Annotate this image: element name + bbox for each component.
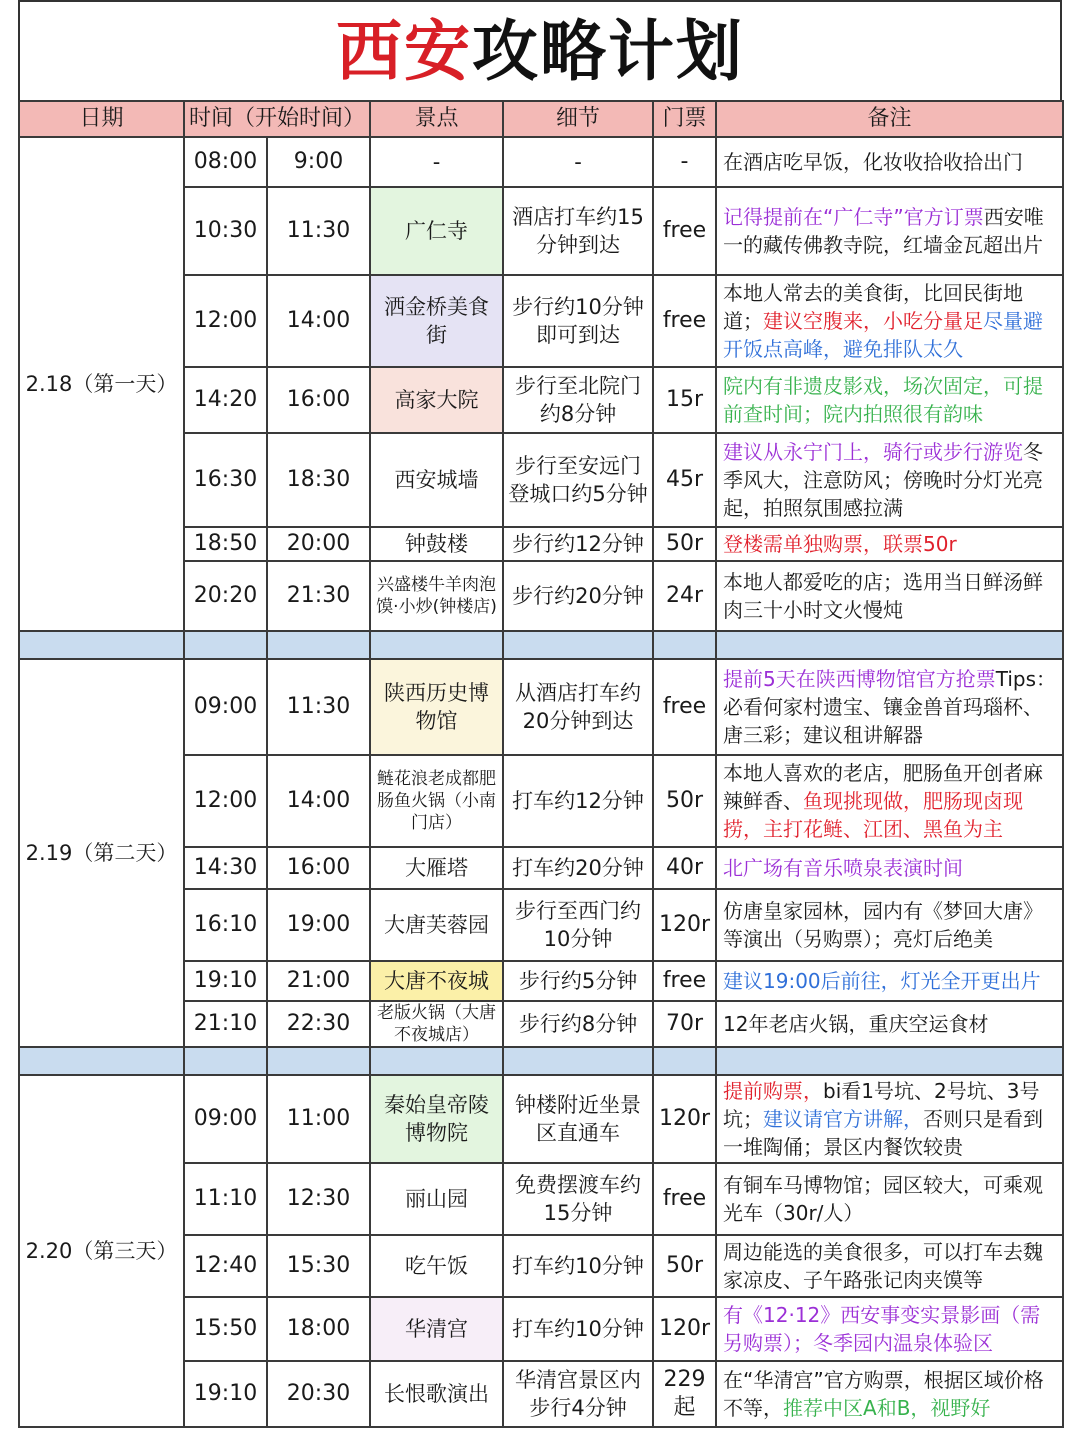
page-title [18, 0, 1062, 100]
separator-cell [653, 1047, 716, 1075]
start-time-cell: 11:10 [184, 1163, 267, 1235]
note-cell [716, 561, 1063, 631]
note-text: 推荐中区A和B，视野好 [783, 1396, 991, 1420]
note-cell [716, 889, 1063, 961]
detail-cell: 打车约12分钟 [503, 755, 653, 847]
end-time-cell: 18:00 [267, 1297, 370, 1361]
end-time-cell: 11:30 [267, 659, 370, 755]
detail-cell: 华清宫景区内步行4分钟 [503, 1361, 653, 1427]
detail-cell: 钟楼附近坐景区直通车 [503, 1075, 653, 1163]
note-text: 提前购票， [723, 1079, 824, 1103]
note-cell [716, 527, 1063, 561]
note-cell [716, 187, 1063, 275]
start-time-cell: 12:40 [184, 1235, 267, 1297]
ticket-cell: - [653, 137, 716, 187]
spot-cell: 华清宫 [370, 1297, 503, 1361]
ticket-cell: 24r [653, 561, 716, 631]
detail-cell: 打车约10分钟 [503, 1235, 653, 1297]
start-time-cell: 12:00 [184, 755, 267, 847]
table-row [19, 659, 1063, 755]
note-text: 周边能选的美食很多，可以打车去魏家凉皮、子午路张记肉夹馍等 [723, 1240, 1044, 1292]
note-cell [716, 275, 1063, 367]
note-text: 本地人都爱吃的店；选用当日鲜汤鲜肉三十小时文火慢炖 [723, 570, 1044, 622]
ticket-cell: 50r [653, 527, 716, 561]
detail-cell: 步行至安远门登城口约5分钟 [503, 433, 653, 527]
spot-cell: 兴盛楼牛羊肉泡馍·小炒(钟楼店) [370, 561, 503, 631]
end-time-cell: 11:30 [267, 187, 370, 275]
spot-cell: 长恨歌演出 [370, 1361, 503, 1427]
note-text: 12年老店火锅，重庆空运食材 [723, 1012, 989, 1036]
header-date: 日期 [19, 101, 184, 137]
separator-cell [503, 631, 653, 659]
note-cell [716, 847, 1063, 889]
ticket-cell: 40r [653, 847, 716, 889]
start-time-cell: 20:20 [184, 561, 267, 631]
start-time-cell: 15:50 [184, 1297, 267, 1361]
date-cell: 2.19（第二天） [19, 659, 184, 1047]
note-cell [716, 755, 1063, 847]
note-text: 提前5天在陕西博物馆官方抢票 [723, 667, 996, 691]
separator-cell [503, 1047, 653, 1075]
note-text: 建议空腹来，小吃分量足 [763, 309, 984, 333]
note-text: bi看1号坑、2号坑、3号坑； [723, 1079, 1040, 1131]
separator-cell [267, 631, 370, 659]
end-time-cell: 21:30 [267, 561, 370, 631]
spot-cell: 吃午饭 [370, 1235, 503, 1297]
separator-cell [267, 1047, 370, 1075]
separator-cell [370, 631, 503, 659]
start-time-cell: 14:30 [184, 847, 267, 889]
end-time-cell: 20:30 [267, 1361, 370, 1427]
detail-cell: - [503, 137, 653, 187]
detail-cell: 步行约20分钟 [503, 561, 653, 631]
detail-cell: 步行约5分钟 [503, 961, 653, 1001]
note-text: 否则只是看到一堆陶俑；景区内餐饮较贵 [723, 1107, 1044, 1159]
table-row [19, 137, 1063, 187]
note-text: 建议从永宁门上，骑行或步行游览 [723, 440, 1024, 464]
note-text: 建议19:00后前往，灯光全开更出片 [723, 969, 1041, 993]
ticket-cell: 120r [653, 1297, 716, 1361]
note-cell [716, 1075, 1063, 1163]
detail-cell: 步行约12分钟 [503, 527, 653, 561]
detail-cell: 步行约8分钟 [503, 1001, 653, 1047]
ticket-cell: 45r [653, 433, 716, 527]
ticket-cell: 50r [653, 755, 716, 847]
day-separator [19, 631, 1063, 659]
note-text: 建议请官方讲解， [763, 1107, 924, 1131]
separator-cell [184, 1047, 267, 1075]
separator-cell [716, 631, 1063, 659]
end-time-cell: 20:00 [267, 527, 370, 561]
note-text: Tips：必看何家村遗宝、镶金兽首玛瑙杯、唐三彩；建议租讲解器 [723, 667, 1057, 747]
header-ticket: 门票 [653, 101, 716, 137]
header-time: 时间（开始时间） [184, 101, 370, 137]
header-spot: 景点 [370, 101, 503, 137]
ticket-cell: free [653, 659, 716, 755]
separator-cell [370, 1047, 503, 1075]
end-time-cell: 21:00 [267, 961, 370, 1001]
ticket-cell: free [653, 961, 716, 1001]
spot-cell: 老版火锅（大唐不夜城店） [370, 1001, 503, 1047]
spot-cell: 高家大院 [370, 367, 503, 433]
ticket-cell: 120r [653, 1075, 716, 1163]
end-time-cell: 14:00 [267, 755, 370, 847]
end-time-cell: 14:00 [267, 275, 370, 367]
note-text: 有铜车马博物馆；园区较大，可乘观光车（30r/人） [723, 1173, 1044, 1225]
note-cell [716, 659, 1063, 755]
start-time-cell: 10:30 [184, 187, 267, 275]
note-text: 有《12·12》西安事变实景影画（需另购票）；冬季园内温泉体验区 [723, 1303, 1041, 1355]
spot-cell: 广仁寺 [370, 187, 503, 275]
spot-cell: 大唐不夜城 [370, 961, 503, 1001]
detail-cell: 步行约10分钟即可到达 [503, 275, 653, 367]
title-city: 西安 [336, 13, 472, 90]
detail-cell: 打车约20分钟 [503, 847, 653, 889]
end-time-cell: 12:30 [267, 1163, 370, 1235]
ticket-cell: free [653, 187, 716, 275]
end-time-cell: 16:00 [267, 847, 370, 889]
start-time-cell: 09:00 [184, 659, 267, 755]
ticket-cell: 50r [653, 1235, 716, 1297]
detail-cell: 步行至北院门约8分钟 [503, 367, 653, 433]
start-time-cell: 19:10 [184, 1361, 267, 1427]
start-time-cell: 09:00 [184, 1075, 267, 1163]
end-time-cell: 18:30 [267, 433, 370, 527]
note-text: 在“华清宫”官方购票，根据区域价格不等， [723, 1368, 1044, 1420]
ticket-cell: free [653, 1163, 716, 1235]
note-cell [716, 433, 1063, 527]
note-cell [716, 1361, 1063, 1427]
start-time-cell: 08:00 [184, 137, 267, 187]
itinerary-table [18, 100, 1064, 1428]
detail-cell: 打车约10分钟 [503, 1297, 653, 1361]
ticket-cell: 229起 [653, 1361, 716, 1427]
separator-cell [19, 1047, 184, 1075]
end-time-cell: 15:30 [267, 1235, 370, 1297]
spot-cell: - [370, 137, 503, 187]
spot-cell: 钟鼓楼 [370, 527, 503, 561]
header-detail: 细节 [503, 101, 653, 137]
note-text: 尽量避开饭点高峰，避免排队太久 [723, 309, 1044, 361]
spot-cell: 秦始皇帝陵博物院 [370, 1075, 503, 1163]
note-text: 本地人常去的美食街，比回民街地道； [723, 281, 1024, 333]
note-cell [716, 1235, 1063, 1297]
start-time-cell: 12:00 [184, 275, 267, 367]
separator-cell [184, 631, 267, 659]
date-cell: 2.20（第三天） [19, 1075, 184, 1427]
spot-cell: 丽山园 [370, 1163, 503, 1235]
spot-cell: 鲢花浪老成都肥肠鱼火锅（小南门店） [370, 755, 503, 847]
separator-cell [19, 631, 184, 659]
note-text: 记得提前在“广仁寺”官方订票 [723, 205, 984, 229]
note-text: 仿唐皇家园林，园内有《梦回大唐》等演出（另购票）；亮灯后绝美 [723, 899, 1044, 951]
note-text: 本地人喜欢的老店，肥肠鱼开创者麻辣鲜香、 [723, 761, 1044, 813]
ticket-cell: 120r [653, 889, 716, 961]
header-note: 备注 [716, 101, 1063, 137]
note-cell [716, 961, 1063, 1001]
end-time-cell: 11:00 [267, 1075, 370, 1163]
start-time-cell: 16:30 [184, 433, 267, 527]
date-cell: 2.18（第一天） [19, 137, 184, 631]
start-time-cell: 21:10 [184, 1001, 267, 1047]
note-text: 西安唯一的藏传佛教寺院，红墙金瓦超出片 [723, 205, 1044, 257]
detail-cell: 免费摆渡车约15分钟 [503, 1163, 653, 1235]
spot-cell: 大唐芙蓉园 [370, 889, 503, 961]
spot-cell: 大雁塔 [370, 847, 503, 889]
start-time-cell: 16:10 [184, 889, 267, 961]
detail-cell: 步行至西门约10分钟 [503, 889, 653, 961]
start-time-cell: 19:10 [184, 961, 267, 1001]
ticket-cell: 70r [653, 1001, 716, 1047]
end-time-cell: 16:00 [267, 367, 370, 433]
note-text: 鱼现挑现做，肥肠现卤现捞，主打花鲢、江团、黑鱼为主 [723, 789, 1024, 841]
spot-cell: 陕西历史博物馆 [370, 659, 503, 755]
detail-cell: 从酒店打车约20分钟到达 [503, 659, 653, 755]
note-cell [716, 137, 1063, 187]
ticket-cell: 15r [653, 367, 716, 433]
separator-cell [716, 1047, 1063, 1075]
note-text: 在酒店吃早饭，化妆收拾收拾出门 [723, 150, 1024, 174]
detail-cell: 酒店打车约15分钟到达 [503, 187, 653, 275]
end-time-cell: 22:30 [267, 1001, 370, 1047]
header-row [19, 101, 1063, 137]
ticket-cell: free [653, 275, 716, 367]
end-time-cell: 19:00 [267, 889, 370, 961]
note-text: 登楼需单独购票，联票50r [723, 532, 957, 556]
note-text: 冬季风大，注意防风；傍晚时分灯光亮起，拍照氛围感拉满 [723, 440, 1044, 520]
table-row [19, 1075, 1063, 1163]
spot-cell: 西安城墙 [370, 433, 503, 527]
note-cell [716, 367, 1063, 433]
note-cell [716, 1163, 1063, 1235]
separator-cell [653, 631, 716, 659]
title-rest: 攻略计划 [472, 13, 744, 90]
start-time-cell: 14:20 [184, 367, 267, 433]
note-cell [716, 1001, 1063, 1047]
end-time-cell: 9:00 [267, 137, 370, 187]
day-separator [19, 1047, 1063, 1075]
note-text: 北广场有音乐喷泉表演时间 [723, 856, 964, 880]
note-text: 院内有非遗皮影戏，场次固定，可提前查时间；院内拍照很有韵味 [723, 374, 1044, 426]
note-cell [716, 1297, 1063, 1361]
spot-cell: 洒金桥美食街 [370, 275, 503, 367]
start-time-cell: 18:50 [184, 527, 267, 561]
